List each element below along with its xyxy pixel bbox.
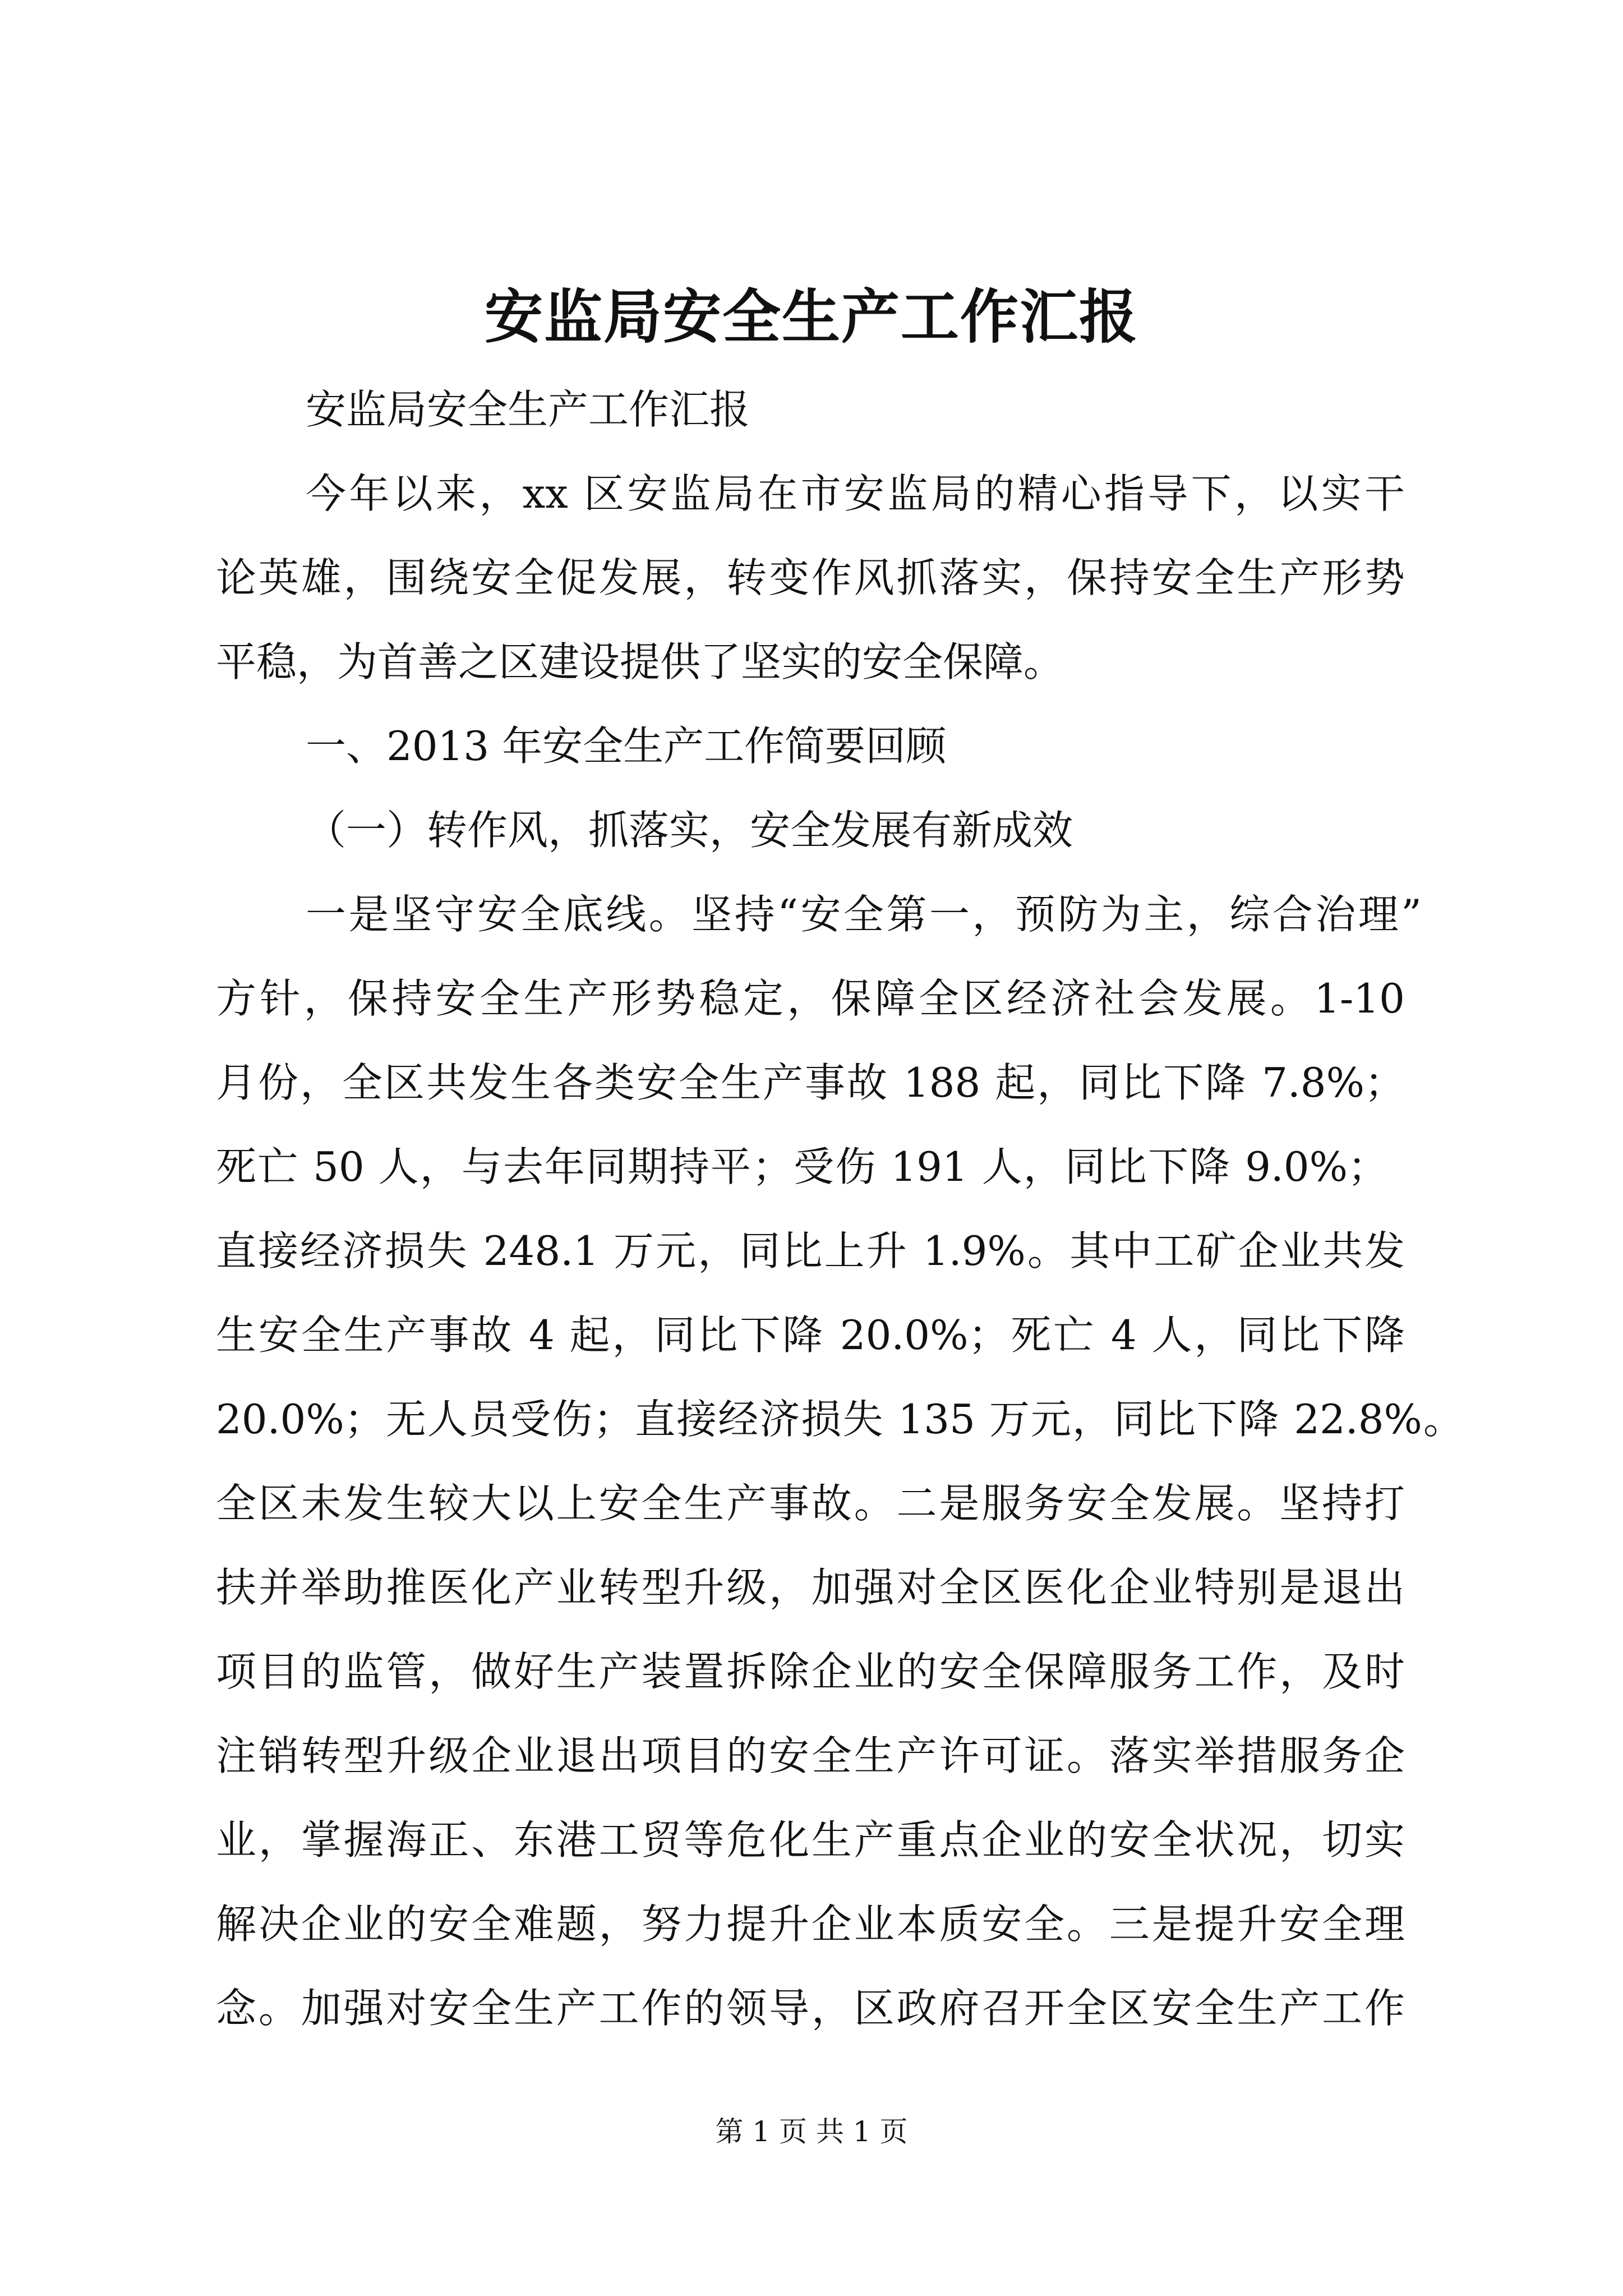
body-line: 一是坚守安全底线。坚持“安全第一，预防为主，综合治理”	[306, 891, 1422, 938]
body-line: 扶并举助推医化产业转型升级，加强对全区医化企业特别是退出	[216, 1564, 1405, 1611]
body-line: 论英雄，围绕安全促发展，转变作风抓落实，保持安全生产形势	[216, 554, 1405, 601]
section-heading: 一、2013 年安全生产工作简要回顾	[306, 723, 947, 770]
body-line: 全区未发生较大以上安全生产事故。二是服务安全发展。坚持打	[216, 1480, 1405, 1527]
subsection-heading: （一）转作风，抓落实，安全发展有新成效	[306, 807, 1073, 854]
body-line: 注销转型升级企业退出项目的安全生产许可证。落实举措服务企	[216, 1732, 1405, 1779]
body-line: 月份，全区共发生各类安全生产事故 188 起，同比下降 7.8%；	[216, 1059, 1405, 1106]
body-line: 方针，保持安全生产形势稳定，保障全区经济社会发展。1-10	[216, 975, 1405, 1022]
body-line: 平稳，为首善之区建设提供了坚实的安全保障。	[216, 638, 1064, 685]
body-line: 死亡 50 人，与去年同期持平；受伤 191 人，同比下降 9.0%；	[216, 1143, 1388, 1190]
body-line: 20.0%；无人员受伤；直接经济损失 135 万元，同比下降 22.8%。	[216, 1396, 1464, 1443]
body-line: 项目的监管，做好生产装置拆除企业的安全保障服务工作，及时	[216, 1648, 1405, 1695]
body-line: 直接经济损失 248.1 万元，同比上升 1.9%。其中工矿企业共发	[216, 1227, 1405, 1274]
page-footer: 第 1 页 共 1 页	[715, 2115, 908, 2148]
body-line: 解决企业的安全难题，努力提升企业本质安全。三是提升安全理	[216, 1901, 1405, 1948]
body-line: 今年以来，xx 区安监局在市安监局的精心指导下，以实干	[306, 470, 1405, 517]
body-line: 业，掌握海正、东港工贸等危化生产重点企业的安全状况，切实	[216, 1816, 1405, 1864]
body-line: 生安全生产事故 4 起，同比下降 20.0%；死亡 4 人，同比下降	[216, 1312, 1405, 1359]
document-title: 安监局安全生产工作汇报	[484, 282, 1138, 351]
body-line: 念。加强对安全生产工作的领导，区政府召开全区安全生产工作	[216, 1985, 1405, 2032]
subtitle-line: 安监局安全生产工作汇报	[306, 386, 750, 433]
